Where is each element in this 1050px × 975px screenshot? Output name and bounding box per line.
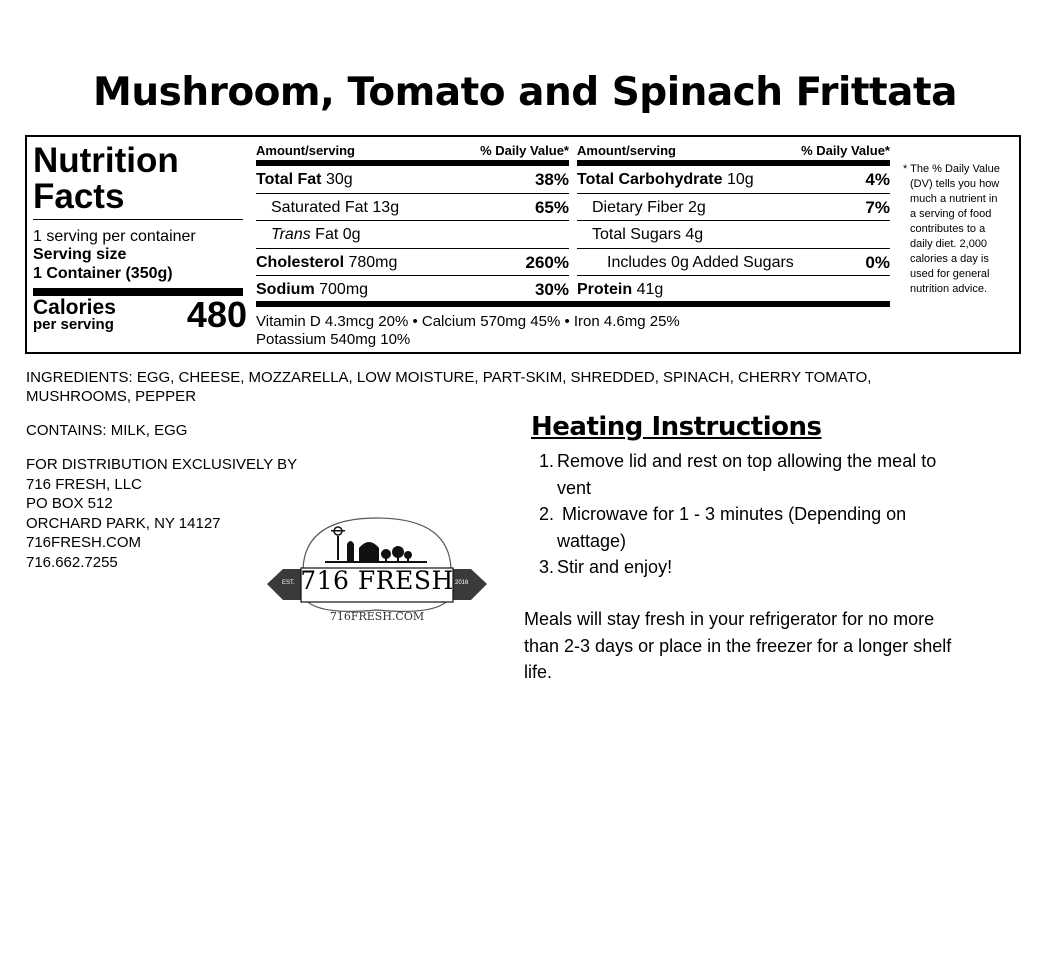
serving-size-value: 1 Container (350g) [33, 265, 173, 282]
calories-value: 480 [186, 294, 247, 335]
nutrition-heading-line1: Nutrition [33, 141, 179, 180]
distribution-line: ORCHARD PARK, NY 14127 [26, 514, 221, 532]
footnote-line: contributes to a [910, 223, 986, 235]
nutrient-name: Total Carbohydrate [577, 171, 723, 188]
nutrient-name: Saturated Fat [271, 198, 368, 216]
nutrient-name: Total Fat [256, 171, 322, 188]
nutrient-dv: 7% [865, 197, 890, 217]
nutrient-dv: 0% [865, 252, 890, 272]
footnote-line: daily diet. 2,000 [910, 238, 988, 250]
nutrient-row-trans-fat [256, 221, 569, 249]
nutrient-amount: 780mg [348, 253, 398, 271]
footnote-line: (DV) tells you how [910, 178, 1000, 190]
logo-est: EST. [282, 580, 295, 586]
distribution-line: 716 FRESH, LLC [26, 475, 142, 493]
nutrient-row-added-sugars [577, 249, 890, 277]
nutrient-amount: 700mg [319, 281, 369, 298]
logo-year: 2016 [455, 580, 469, 586]
nutrient-row-total-sugars [577, 221, 890, 249]
step-number: 2. [539, 504, 555, 524]
calories-label: Calories [33, 296, 116, 319]
nutrients-column-left [256, 143, 569, 304]
footnote-line: a serving of food [910, 208, 992, 220]
thick-divider [256, 301, 890, 307]
nutrient-dv: 38% [534, 170, 569, 189]
distribution-info [26, 455, 297, 572]
nutrition-heading-line2: Facts [33, 177, 125, 216]
nutrient-row-protein [577, 276, 890, 304]
step-text: Microwave for 1 - 3 minutes (Depending on [557, 504, 907, 524]
amount-header: Amount/serving [577, 143, 676, 158]
nutrients-column-right [577, 143, 890, 304]
nutrient-amount: 4g [685, 226, 704, 243]
nutrient-amount: 30g [325, 171, 353, 188]
step-text: vent [557, 477, 592, 498]
nutrient-name: Cholesterol [256, 253, 345, 271]
amount-header: Amount/serving [256, 143, 355, 158]
step-number: 1. [539, 451, 555, 471]
step-number: 3. [539, 557, 555, 577]
footnote-line: nutrition advice. [910, 283, 988, 295]
logo-wordmark: 716 FRESH [300, 566, 454, 595]
divider [33, 219, 243, 220]
nutrient-name: Total Sugars [592, 226, 681, 243]
distribution-line: 716FRESH.COM [26, 534, 142, 551]
nutrient-name: Trans [271, 226, 311, 243]
heating-step [531, 448, 1001, 501]
nutrient-name: Sodium [256, 281, 315, 298]
column-header [256, 143, 569, 159]
heating-step [531, 501, 1001, 554]
step-text: wattage) [557, 530, 627, 551]
step-text: Stir and enjoy! [557, 557, 673, 577]
serving-size-label: Serving size [33, 246, 127, 263]
nutrient-dv: 4% [865, 170, 890, 189]
product-title: Mushroom, Tomato and Spinach Frittata [93, 70, 957, 115]
nutrient-amount: 41g [636, 281, 664, 298]
heating-step [531, 554, 1001, 581]
storage-line: than 2-3 days or place in the freezer for a longer shelf [524, 635, 952, 656]
dv-footnote [903, 162, 1015, 297]
nutrient-row-saturated-fat [256, 194, 569, 222]
column-header [577, 143, 890, 159]
heating-steps [531, 448, 1001, 581]
nutrient-amount: 10g [726, 171, 754, 188]
nutrient-row-cholesterol [256, 249, 569, 277]
storage-line: Meals will stay fresh in your refrigerator for no more [524, 609, 935, 629]
nutrient-name-suffix: Fat [315, 226, 339, 243]
nutrient-name: Protein [577, 281, 633, 298]
nutrient-dv: 30% [534, 280, 569, 299]
storage-note [524, 606, 1004, 686]
nutrient-row-total-carbohydrate [577, 166, 890, 194]
nutrition-facts-panel [25, 135, 1021, 354]
distribution-line: 716.662.7255 [26, 553, 118, 571]
footnote-line: * The % Daily Value [903, 163, 1000, 175]
ingredients-list [26, 368, 986, 406]
brand-logo [265, 514, 489, 626]
footnote-line: used for general [910, 268, 990, 280]
distribution-line: PO BOX 512 [26, 495, 113, 512]
calories-row [33, 294, 247, 335]
nutrient-row-dietary-fiber [577, 194, 890, 222]
nutrient-row-sodium [256, 276, 569, 304]
distribution-line: FOR DISTRIBUTION EXCLUSIVELY BY [26, 456, 298, 473]
nutrient-amount: 2g [688, 198, 706, 216]
step-text: Remove lid and rest on top allowing the meal to [557, 451, 937, 471]
logo-url: 716FRESH.COM [329, 610, 425, 623]
nutrient-name: Includes 0g Added Sugars [607, 253, 794, 271]
dv-header: % Daily Value* [480, 143, 569, 158]
vitamins-line: Vitamin D 4.3mcg 20% • Calcium 570mg 45% • Iron 4.6mg 25% [256, 313, 680, 330]
nutrient-amount: 0g [342, 226, 361, 243]
nutrient-dv: 260% [525, 252, 569, 272]
storage-line: life. [524, 662, 553, 682]
nutrient-row-total-fat [256, 166, 569, 194]
nutrient-name: Dietary Fiber [592, 198, 684, 216]
nutrient-dv: 65% [534, 197, 569, 217]
nutrition-summary [33, 141, 247, 335]
vitamins-minerals [256, 313, 896, 349]
dv-header: % Daily Value* [801, 143, 890, 158]
servings-per-container: 1 serving per container [33, 228, 196, 245]
footnote-line: much a nutrient in [910, 193, 998, 205]
ingredients-line: MUSHROOMS, PEPPER [26, 388, 197, 405]
nutrient-amount: 13g [372, 198, 400, 216]
heating-instructions-title: Heating Instructions [531, 412, 822, 442]
ingredients-line: INGREDIENTS: EGG, CHEESE, MOZZARELLA, LOW MOISTURE, PART-SKIM, SHREDDED, SPINACH, CHERRY TOMATO, [26, 369, 872, 386]
allergen-contains: CONTAINS: MILK, EGG [26, 422, 188, 439]
calories-sub: per serving [33, 316, 114, 333]
vitamins-line: Potassium 540mg 10% [256, 331, 411, 348]
footnote-line: calories a day is [910, 253, 989, 265]
